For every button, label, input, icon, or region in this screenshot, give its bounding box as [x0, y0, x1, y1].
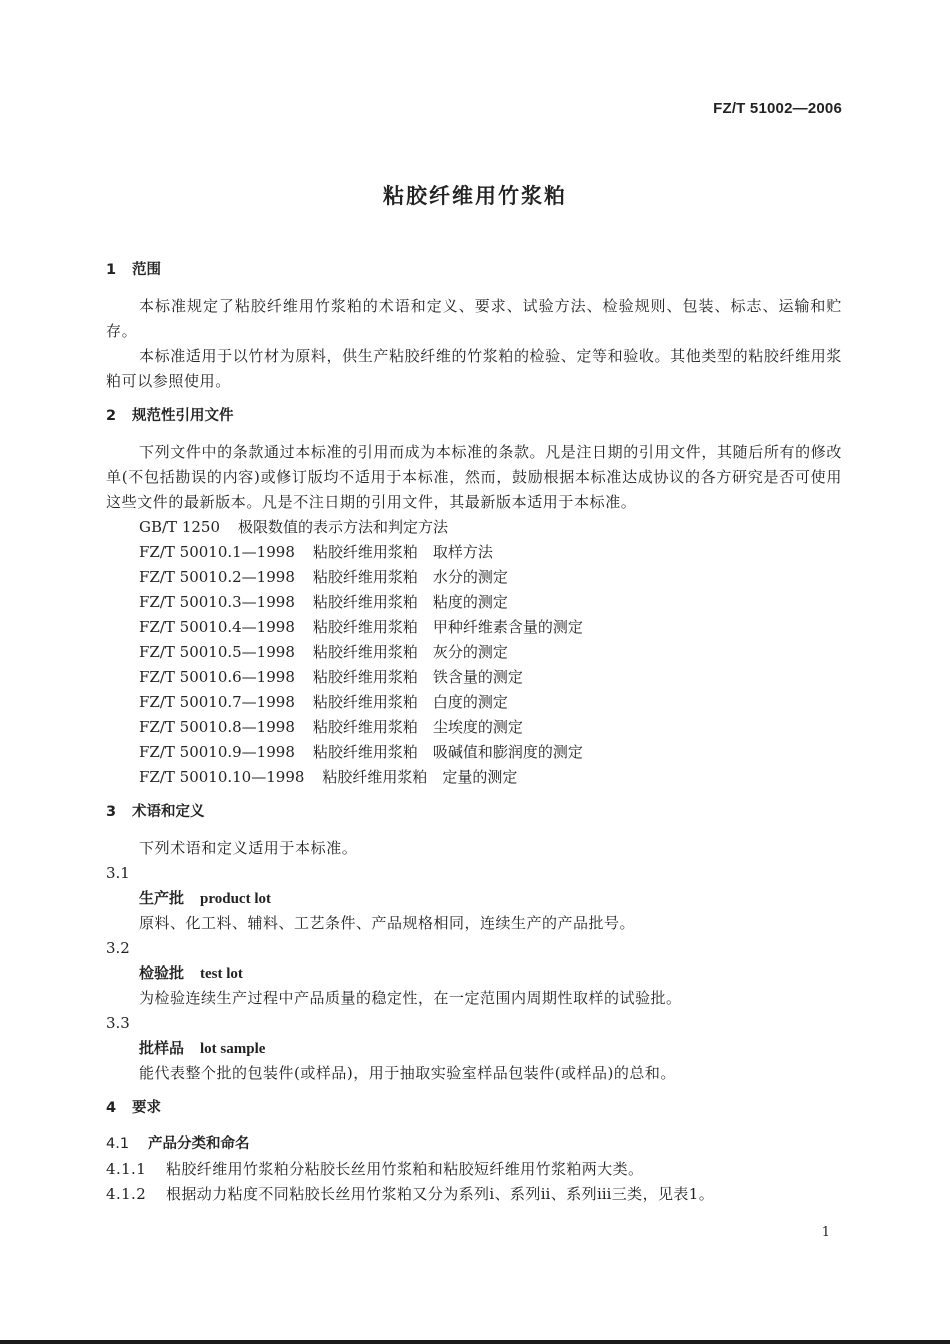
- reference-title: 粘胶纤维用浆粕 定量的测定: [322, 768, 518, 786]
- paragraph: 本标准适用于以竹材为原料，供生产粘胶纤维的竹浆粕的检验、定等和验收。其他类型的粘胶纤维用浆粕可以参照使用。: [106, 347, 842, 390]
- reference-title: 粘胶纤维用浆粕 甲种纤维素含量的测定: [312, 618, 583, 636]
- bottom-border: [0, 1340, 950, 1344]
- term-zh: 批样品: [139, 1039, 185, 1057]
- reference-list: [106, 515, 842, 790]
- paragraph: 下列术语和定义适用于本标准。: [139, 839, 358, 857]
- reference-title: 粘胶纤维用浆粕 灰分的测定: [312, 643, 508, 661]
- reference-item: [106, 640, 842, 665]
- paragraph: 本标准规定了粘胶纤维用竹浆粕的术语和定义、要求、试验方法、检验规则、包装、标志、运输和贮存。: [106, 297, 842, 340]
- term-number: 3.1: [106, 864, 130, 882]
- term-heading: [106, 961, 842, 986]
- reference-code: GB/T 1250: [139, 518, 221, 536]
- section-heading: 1 范围: [106, 262, 161, 278]
- reference-code: FZ/T 50010.6—1998: [139, 668, 295, 686]
- paragraph: 下列文件中的条款通过本标准的引用而成为本标准的条款。凡是注日期的引用文件，其随后所有的修改单(不包括勘误的内容)或修订版均不适用于本标准，然而，鼓励根据本标准达成协议的各方研究是否可使用这些文件的最新版本。凡是不注日期的引用文件，其最新版本适用于本标准。: [106, 443, 842, 511]
- clause: 4.1.2 根据动力粘度不同粘胶长丝用竹浆粕又分为系列ⅰ、系列ⅱ、系列ⅲ三类，见表1。: [106, 1185, 715, 1203]
- reference-code: FZ/T 50010.9—1998: [139, 743, 295, 761]
- section-heading: 4 要求: [106, 1100, 161, 1116]
- page-number: 1: [821, 1225, 830, 1240]
- term-definition: 能代表整个批的包装件(或样品)，用于抽取实验室样品包装件(或样品)的总和。: [139, 1064, 676, 1082]
- term-en: lot sample: [200, 1041, 266, 1057]
- reference-code: FZ/T 50010.2—1998: [139, 568, 295, 586]
- reference-title: 粘胶纤维用浆粕 粘度的测定: [312, 593, 508, 611]
- term-definition: 为检验连续生产过程中产品质量的稳定性，在一定范围内周期性取样的试验批。: [139, 989, 682, 1007]
- reference-code: FZ/T 50010.3—1998: [139, 593, 295, 611]
- term-number: 3.3: [106, 1014, 130, 1032]
- reference-title: 粘胶纤维用浆粕 铁含量的测定: [312, 668, 523, 686]
- reference-title: 粘胶纤维用浆粕 水分的测定: [312, 568, 508, 586]
- reference-item: [106, 540, 842, 565]
- term-list: [106, 861, 842, 1086]
- term-zh: 生产批: [139, 889, 185, 907]
- reference-code: FZ/T 50010.5—1998: [139, 643, 295, 661]
- standard-code: FZ/T 51002—2006: [713, 100, 842, 117]
- reference-item: [106, 565, 842, 590]
- reference-title: 粘胶纤维用浆粕 取样方法: [312, 543, 493, 561]
- reference-code: FZ/T 50010.10—1998: [139, 768, 305, 786]
- reference-item: [106, 590, 842, 615]
- reference-item: [106, 665, 842, 690]
- term-en: product lot: [200, 891, 271, 907]
- term-number: 3.2: [106, 939, 130, 957]
- term-zh: 检验批: [139, 964, 185, 982]
- reference-item: [106, 615, 842, 640]
- term-heading: [106, 886, 842, 911]
- term-en: test lot: [200, 966, 243, 982]
- reference-item: [106, 715, 842, 740]
- reference-item: [106, 515, 842, 540]
- reference-code: FZ/T 50010.8—1998: [139, 718, 295, 736]
- reference-code: FZ/T 50010.4—1998: [139, 618, 295, 636]
- reference-item: [106, 765, 842, 790]
- reference-title: 粘胶纤维用浆粕 白度的测定: [312, 693, 508, 711]
- subsection-heading: 4.1 产品分类和命名: [106, 1136, 250, 1152]
- section-heading: 2 规范性引用文件: [106, 408, 234, 424]
- clause: 4.1.1 粘胶纤维用竹浆粕分粘胶长丝用竹浆粕和粘胶短纤维用竹浆粕两大类。: [106, 1160, 644, 1178]
- reference-code: FZ/T 50010.1—1998: [139, 543, 295, 561]
- reference-title: 粘胶纤维用浆粕 吸碱值和膨润度的测定: [312, 743, 583, 761]
- term-definition: 原料、化工料、辅料、工艺条件、产品规格相同，连续生产的产品批号。: [139, 914, 636, 932]
- reference-item: [106, 740, 842, 765]
- reference-title: 粘胶纤维用浆粕 尘埃度的测定: [312, 718, 523, 736]
- document-body: [106, 258, 842, 1207]
- term-heading: [106, 1036, 842, 1061]
- section-heading: 3 术语和定义: [106, 804, 205, 820]
- reference-title: 极限数值的表示方法和判定方法: [238, 518, 449, 536]
- page-title: 粘胶纤维用竹浆粕: [383, 184, 567, 208]
- reference-code: FZ/T 50010.7—1998: [139, 693, 295, 711]
- reference-item: [106, 690, 842, 715]
